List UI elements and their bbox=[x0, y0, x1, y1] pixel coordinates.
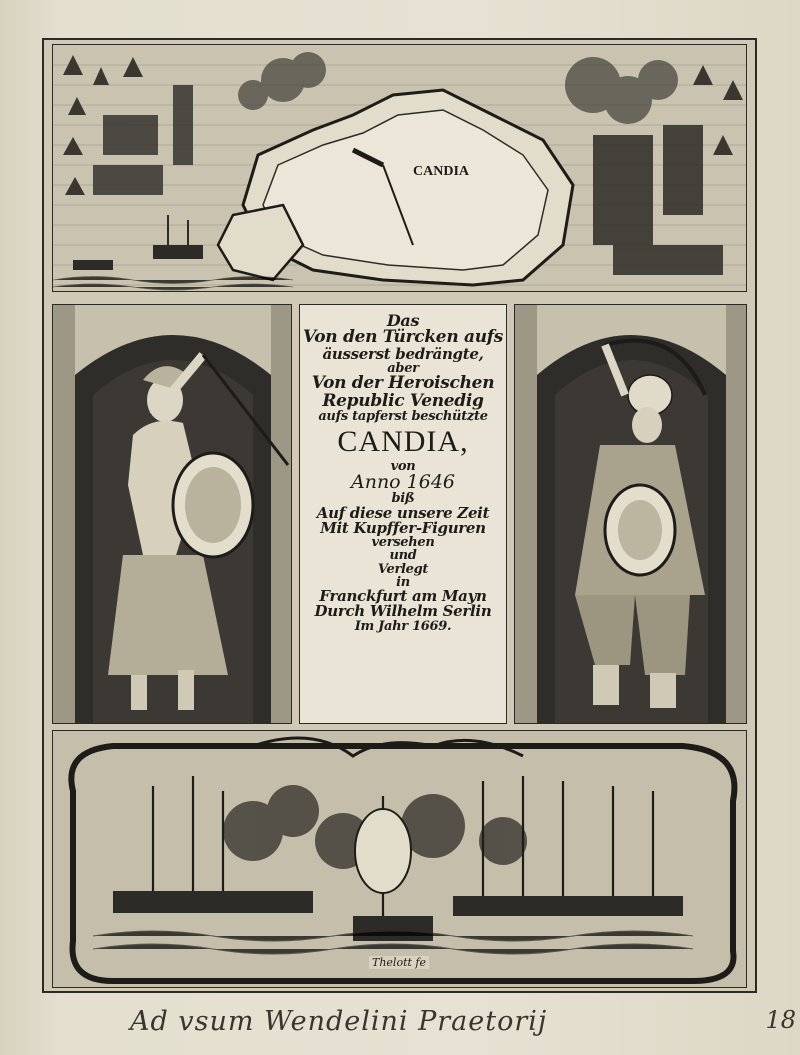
venetian-warrior-illustration bbox=[53, 305, 292, 724]
title-line: Durch Wilhelm Serlin bbox=[314, 602, 492, 621]
title-text-block bbox=[300, 313, 506, 633]
title-line: biß bbox=[391, 491, 415, 507]
title-line: äusserst bedrängte, bbox=[322, 344, 484, 363]
folio-mark: 18 bbox=[765, 1006, 796, 1034]
title-line: Von der Heroischen bbox=[311, 373, 495, 394]
turkish-warrior-illustration bbox=[515, 305, 747, 724]
siege-map-panel bbox=[52, 44, 747, 292]
title-line: Auf diese unsere Zeit bbox=[316, 503, 490, 522]
naval-battle-panel bbox=[52, 730, 747, 988]
map-label-candia: CANDIA bbox=[413, 164, 469, 179]
title-line: Von den Türcken aufs bbox=[302, 327, 504, 348]
title-year-from: Anno 1646 bbox=[350, 470, 456, 493]
title-line: Mit Kupffer-Figuren bbox=[320, 518, 486, 537]
title-line: in bbox=[396, 574, 410, 590]
title-imprint-year: Im Jahr 1669. bbox=[354, 618, 452, 634]
engraver-signature: Thelott fe bbox=[369, 956, 429, 969]
title-line: Franckfurt am Mayn bbox=[319, 587, 487, 606]
title-line: aufs tapferst beschützte bbox=[318, 408, 488, 424]
title-line: von bbox=[390, 458, 416, 474]
title-line: und bbox=[389, 548, 417, 564]
siege-map-illustration bbox=[53, 45, 747, 292]
title-line: Verlegt bbox=[377, 561, 429, 577]
left-niche-venetian-warrior bbox=[52, 304, 292, 724]
title-line: aber bbox=[387, 360, 419, 376]
right-niche-turkish-warrior bbox=[514, 304, 747, 724]
engraved-plate bbox=[42, 38, 757, 993]
title-line: Das bbox=[386, 311, 420, 330]
title-cartouche bbox=[299, 304, 507, 724]
title-line: Republic Venedig bbox=[322, 390, 484, 411]
naval-battle-illustration bbox=[53, 731, 747, 988]
title-candia: CANDIA, bbox=[337, 425, 469, 459]
ownership-inscription: Ad vsum Wendelini Praetorij bbox=[130, 1006, 548, 1037]
title-line: versehen bbox=[371, 535, 435, 551]
